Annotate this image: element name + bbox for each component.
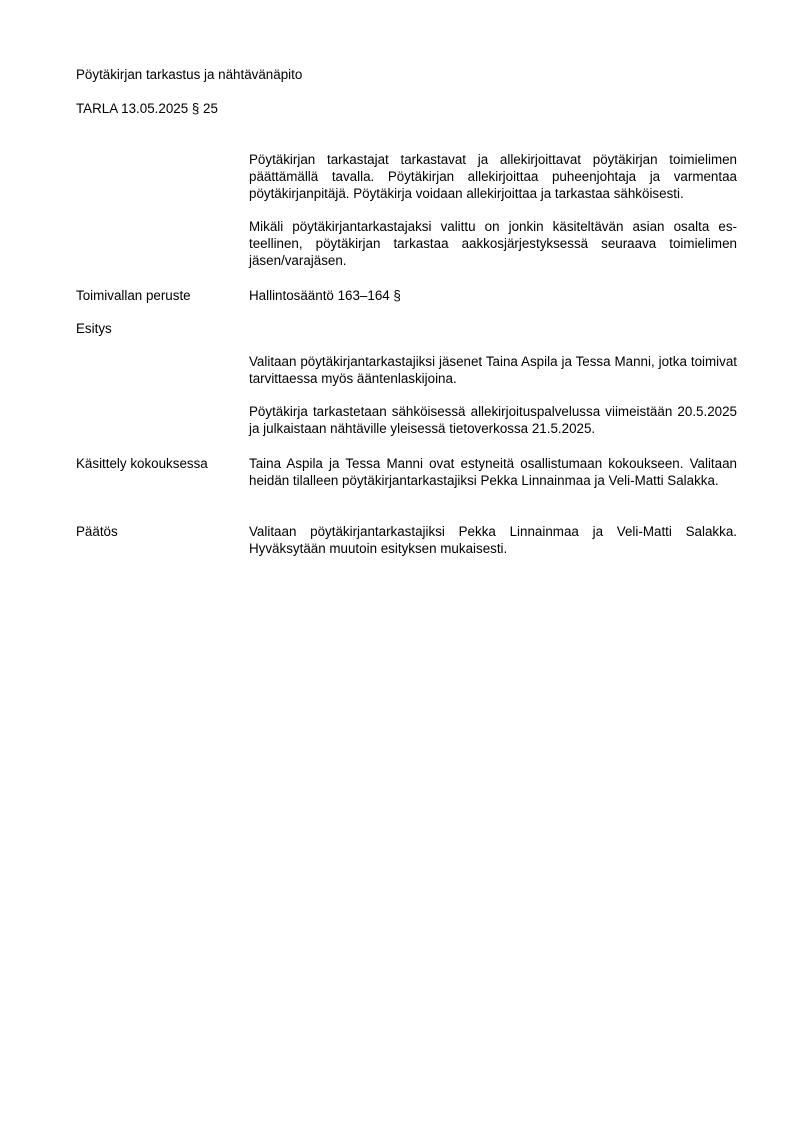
proposal-label: Esitys [76, 321, 112, 336]
proposal-paragraph: Pöytäkirja tarkastetaan sähköisessä allekirjoituspalvelussa viimeistään 20.5.2025 ja julkaistaan nähtäville yleisessä tietoverkossa 21.5.2025. [249, 404, 737, 436]
decision-label: Päätös [76, 524, 118, 539]
meeting-text: Taina Aspila ja Tessa Manni ovat estyneitä osallistumaan kokoukseen. Valitaan heidän tilalleen pöytäkirjantarkastajiksi Pekka Linnainmaa ja Veli-Matti Salakka. [249, 456, 737, 488]
decision-text: Valitaan pöytäkirjantarkastajiksi Pekka Linnainmaa ja Veli-Matti Salakka. Hyväksytään muutoin esityksen mukaisesti. [249, 524, 737, 556]
intro-paragraph: Pöytäkirjan tarkastajat tarkastavat ja allekirjoittavat pöytäkirjan toimielimen päättämällä tavalla. Pöytäkirjan allekirjoittaa puheenjohtaja ja varmentaa pöytäkirjanpitäjä. Pöytäkirja voidaan allekirjoittaa ja tarkastaa sähköisesti. [249, 152, 737, 201]
intro-section-2 [249, 218, 737, 269]
proposal-section [249, 353, 737, 387]
document-title: Pöytäkirjan tarkastus ja nähtävänäpito [76, 67, 303, 82]
meeting-label: Käsittely kokouksessa [76, 456, 208, 471]
intro-section [249, 151, 737, 202]
authority-value: Hallintosääntö 163–164 § [249, 288, 401, 303]
proposal-section-2 [249, 403, 737, 437]
document-reference: TARLA 13.05.2025 § 25 [76, 101, 218, 116]
authority-label: Toimivallan peruste [76, 288, 191, 303]
proposal-paragraph: Valitaan pöytäkirjantarkastajiksi jäsenet Taina Aspila ja Tessa Manni, jotka toimivat tarvittaessa myös ääntenlaskijoina. [249, 354, 737, 386]
intro-paragraph: Mikäli pöytäkirjantarkastajaksi valittu on jonkin käsiteltävän asian osalta es-teellinen, pöytäkirjan tarkastaa aakkosjärjestyksessä seuraava toimielimen jäsen/varajäsen. [249, 219, 737, 268]
